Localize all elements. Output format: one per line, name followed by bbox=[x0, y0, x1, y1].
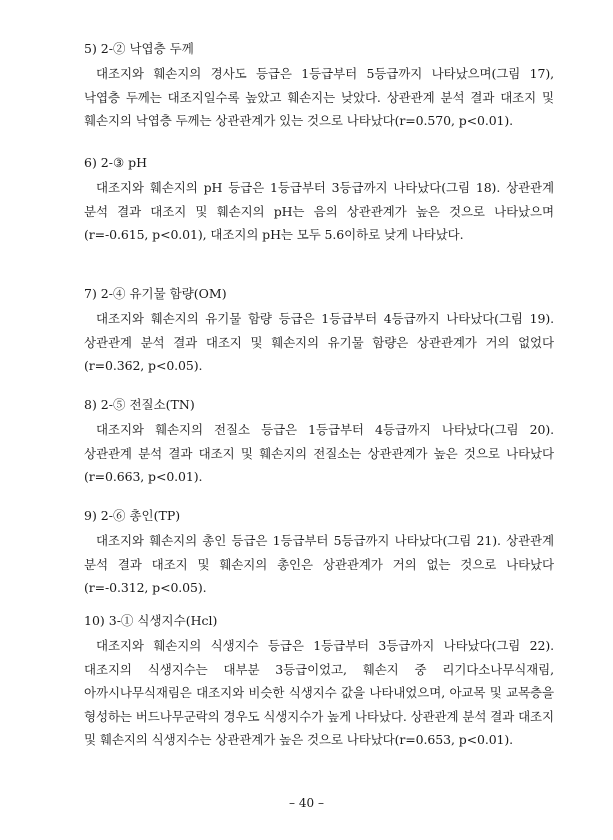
section-heading: 7) 2-④ 유기물 함량(OM) bbox=[84, 286, 227, 301]
section-heading: 6) 2-③ pH bbox=[84, 155, 148, 170]
section-paragraph: 대조지와 훼손지의 전질소 등급은 1등급부터 4등급까지 나타났다(그림 20). 상관관계 분석 결과 대조지 및 훼손지의 전질소는 상관관계가 높은 것으로 나타났다(r=0.663, p<0.01). bbox=[84, 422, 554, 484]
section-vegetation-index bbox=[84, 612, 554, 752]
section-heading: 9) 2-⑥ 총인(TP) bbox=[84, 508, 181, 523]
section-paragraph: 대조지와 훼손지의 총인 등급은 1등급부터 5등급까지 나타났다(그림 21). 상관관계 분석 결과 대조지 및 훼손지의 총인은 상관관계가 거의 없는 것으로 나타났다(r=-0.312, p<0.05). bbox=[84, 533, 554, 595]
section-leaf-litter-thickness bbox=[84, 40, 554, 133]
section-organic-matter bbox=[84, 285, 554, 378]
section-heading: 5) 2-② 낙엽층 두께 bbox=[84, 41, 194, 56]
section-ph bbox=[84, 154, 554, 247]
section-paragraph: 대조지와 훼손지의 유기물 함량 등급은 1등급부터 4등급까지 나타났다(그림 19). 상관관계 분석 결과 대조지 및 훼손지의 유기물 함량은 상관관계가 거의 없었다(r=0.362, p<0.05). bbox=[84, 311, 554, 373]
section-paragraph: 대조지와 훼손지의 경사도 등급은 1등급부터 5등급까지 나타났으며(그림 17), 낙엽층 두께는 대조지일수록 높았고 훼손지는 낮았다. 상관관계 분석 결과 대조지 및 훼손지의 낙엽층 두께는 상관관계가 있는 것으로 나타났다(r=0.570, p<0.01). bbox=[84, 66, 554, 128]
section-paragraph: 대조지와 훼손지의 pH 등급은 1등급부터 3등급까지 나타났다(그림 18). 상관관계 분석 결과 대조지 및 훼손지의 pH는 음의 상관관계가 높은 것으로 나타났으며(r=-0.615, p<0.01), 대조지의 pH는 모두 5.6이하로 낮게 나타났다. bbox=[84, 180, 554, 242]
section-heading: 10) 3-① 식생지수(Hcl) bbox=[84, 613, 218, 628]
page-number: – 40 – bbox=[289, 796, 324, 810]
section-total-phosphorus bbox=[84, 507, 554, 600]
section-paragraph: 대조지와 훼손지의 식생지수 등급은 1등급부터 3등급까지 나타났다(그림 22). 대조지의 식생지수는 대부분 3등급이었고, 훼손지 중 리기다소나무식재림, 아까시나무식재림은 대조지와 비슷한 식생지수 값을 나타내었으며, 아교목 및 교목층을 형성하는 버드나무군락의 경우도 식생지수가 높게 나타났다. 상관관계 분석 결과 대조지 및 훼손지의 식생지수는 상관관계가 높은 것으로 나타났다(r=0.653, p<0.01). bbox=[84, 638, 554, 747]
section-heading: 8) 2-⑤ 전질소(TN) bbox=[84, 397, 195, 412]
section-total-nitrogen bbox=[84, 396, 554, 489]
